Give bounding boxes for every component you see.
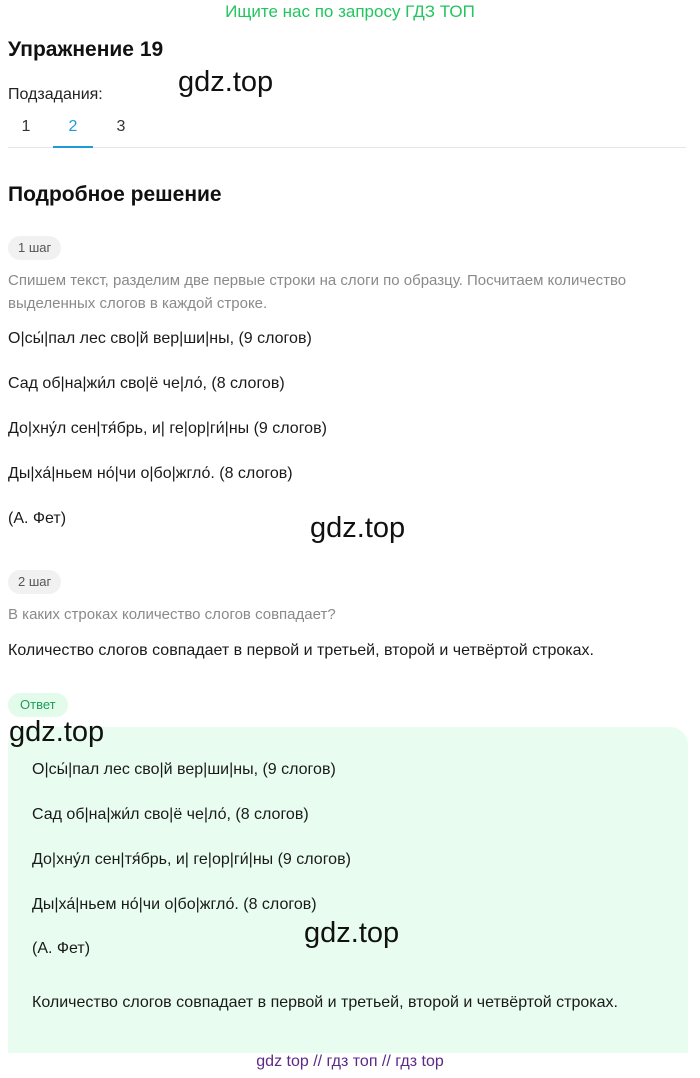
watermark: gdz.top (304, 917, 400, 949)
step-2-conclusion: Количество слогов совпадает в первой и третьей, второй и четвёртой строках. (8, 642, 594, 659)
solution-line: Сад об|на|жи́л сво|ё че|ло́, (8 слогов) (8, 375, 285, 392)
solution-line: До|хну́л сен|тя́брь, и| ге|ор|ги́|ны (9 слогов) (8, 420, 327, 437)
answer-author: (А. Фет) (32, 940, 91, 957)
answer-line: До|хну́л сен|тя́брь, и| ге|ор|ги́|ны (9 слогов) (32, 851, 351, 868)
footer-links[interactable]: gdz top // гдз топ // гдз top (256, 1053, 444, 1070)
step-2-badge: 2 шаг (8, 570, 61, 594)
tab-subtask-3[interactable]: 3 (116, 118, 126, 135)
watermark: gdz.top (9, 716, 105, 748)
top-banner: Ищите нас по запросу ГДЗ ТОП (225, 2, 475, 21)
subtask-tabs (8, 110, 686, 148)
solution-author: (А. Фет) (8, 510, 67, 527)
answer-badge: Ответ (8, 693, 68, 717)
watermark: gdz.top (310, 512, 406, 544)
answer-box (8, 727, 688, 1053)
solution-line: О|сы́|пал лес сво|й вер|ши|ны, (9 слогов) (8, 330, 312, 347)
answer-conclusion: Количество слогов совпадает в первой и третьей, второй и четвёртой строках. (32, 994, 618, 1011)
answer-line: Сад об|на|жи́л сво|ё че|ло́, (8 слогов) (32, 806, 309, 823)
solution-line: Ды|ха́|ньем но́|чи о|бо|жгло́. (8 слогов) (8, 465, 293, 482)
solution-title: Подробное решение (8, 183, 222, 206)
answer-line: Ды|ха́|ньем но́|чи о|бо|жгло́. (8 слогов) (32, 896, 317, 913)
step-1-badge: 1 шаг (8, 236, 61, 260)
step-2-hint: В каких строках количество слогов совпадает? (8, 606, 336, 623)
step-1-hint: Спишем текст, разделим две первые строки на слоги по образцу. Посчитаем количество выделенных слогов в каждой строке. (8, 272, 627, 312)
page-title: Упражнение 19 (8, 38, 164, 61)
subtasks-label: Подзадания: (8, 86, 103, 103)
answer-line: О|сы́|пал лес сво|й вер|ши|ны, (9 слогов) (32, 761, 336, 778)
tab-subtask-2[interactable]: 2 (53, 118, 93, 148)
tab-subtask-1[interactable]: 1 (21, 118, 31, 135)
watermark: gdz.top (178, 66, 274, 98)
